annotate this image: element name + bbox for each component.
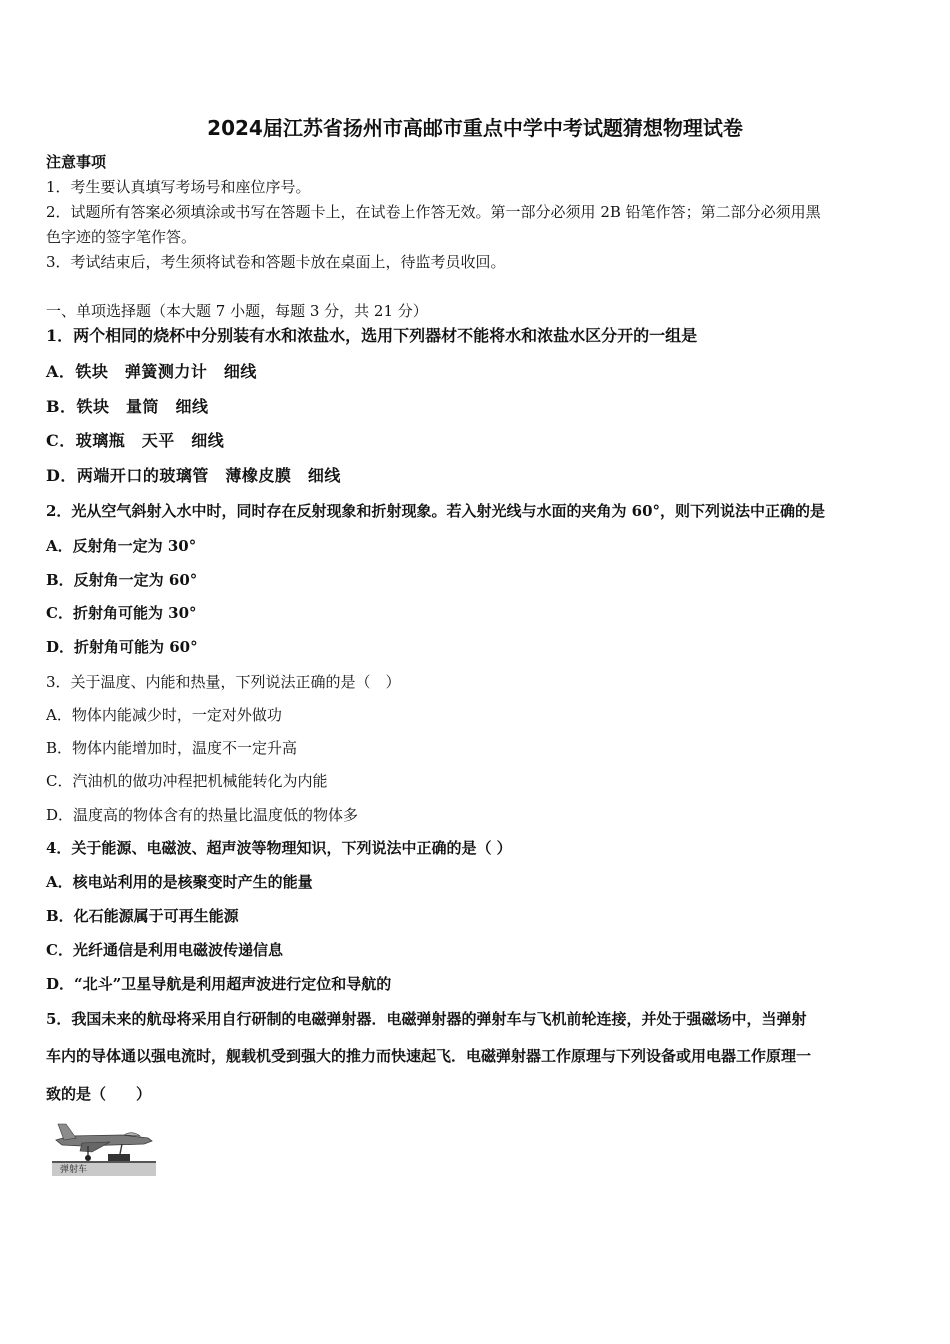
catapult-car — [108, 1154, 130, 1161]
page-title: 2024届江苏省扬州市高邮市重点中学中考试题猜想物理试卷 — [207, 116, 743, 140]
question-4-stem: 4．关于能源、电磁波、超声波等物理知识，下列说法中正确的是（ ） — [46, 839, 512, 857]
question-2-stem: 2．光从空气斜射入水中时，同时存在反射现象和折射现象。若入射光线与水面的夹角为 60°，则下列说法中正确的是 — [46, 502, 826, 520]
jet-wing — [80, 1142, 110, 1152]
notice-heading: 注意事项 — [46, 153, 107, 171]
question-3-option-b: B．物体内能增加时，温度不一定升高 — [46, 739, 298, 757]
notice-item: 2．试题所有答案必须填涂或书写在答题卡上，在试卷上作答无效。第一部分必须用 2B 铅笔作答；第二部分必须用黑 — [46, 203, 821, 221]
question-1-option-a: A．铁块 弹簧测力计 细线 — [46, 362, 257, 381]
question-4-option-a: A．核电站利用的是核聚变时产生的能量 — [46, 873, 313, 891]
question-1-stem: 1．两个相同的烧杯中分别装有水和浓盐水，选用下列器材不能将水和浓盐水区分开的一组是 — [46, 326, 698, 345]
question-1-option-b: B．铁块 量筒 细线 — [46, 397, 209, 416]
section-heading: 一、单项选择题（本大题 7 小题，每题 3 分，共 21 分） — [46, 302, 428, 320]
question-4-option-c: C．光纤通信是利用电磁波传递信息 — [46, 941, 283, 959]
question-3-option-c: C．汽油机的做功冲程把机械能转化为内能 — [46, 772, 328, 790]
question-1-option-d: D．两端开口的玻璃管 薄橡皮膜 细线 — [46, 466, 341, 485]
jet-illustration — [52, 1118, 158, 1180]
jet-tail — [58, 1124, 76, 1140]
question-2-option-c: C．折射角可能为 30° — [46, 604, 197, 622]
question-2-option-b: B．反射角一定为 60° — [46, 571, 198, 589]
deck-edge — [52, 1161, 156, 1163]
jet-rear-wheel — [85, 1155, 91, 1161]
question-2-option-a: A．反射角一定为 30° — [46, 537, 197, 555]
notice-item: 色字迹的签字笔作答。 — [46, 228, 197, 246]
catapult-car-label: 弹射车 — [60, 1165, 88, 1175]
question-3-option-a: A．物体内能减少时，一定对外做功 — [46, 706, 282, 724]
notice-item: 1．考生要认真填写考场号和座位序号。 — [46, 178, 311, 196]
question-2-option-d: D．折射角可能为 60° — [46, 638, 198, 656]
question-5-stem-line: 致的是（ ） — [46, 1085, 152, 1103]
question-5-stem-line: 5．我国未来的航母将采用自行研制的电磁弹射器．电磁弹射器的弹射车与飞机前轮连接，并处于强磁场中，当弹射 — [46, 1010, 807, 1028]
notice-item: 3．考试结束后，考生须将试卷和答题卡放在桌面上，待监考员收回。 — [46, 253, 506, 271]
question-3-option-d: D．温度高的物体含有的热量比温度低的物体多 — [46, 806, 359, 824]
jet-front-gear — [120, 1144, 122, 1154]
question-1-option-c: C．玻璃瓶 天平 细线 — [46, 431, 225, 450]
question-3-stem: 3．关于温度、内能和热量，下列说法正确的是（ ） — [46, 673, 401, 691]
question-5-stem-line: 车内的导体通以强电流时，舰载机受到强大的推力而快速起飞．电磁弹射器工作原理与下列设备或用电器工作原理一 — [46, 1047, 812, 1065]
question-4-option-d: D．“北斗”卫星导航是利用超声波进行定位和导航的 — [46, 975, 392, 993]
catapult-figure — [52, 1118, 158, 1180]
question-4-option-b: B．化石能源属于可再生能源 — [46, 907, 239, 925]
